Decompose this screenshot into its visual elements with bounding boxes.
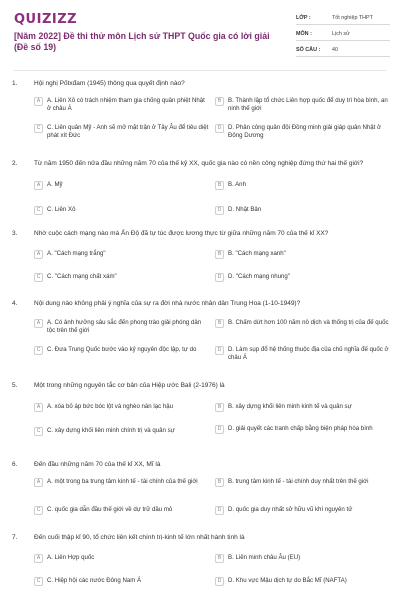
answer-option-b[interactable] [215, 319, 389, 328]
header [0, 0, 400, 64]
question-text: Một trong những nguyên tắc cơ bản của Hiệp ước Bali (2-1976) là [34, 382, 225, 389]
question-number: 3. [12, 230, 18, 237]
answer-option-b[interactable] [215, 403, 389, 412]
header-divider [14, 70, 386, 71]
question-number: 1. [12, 80, 18, 87]
question-number: 7. [12, 534, 18, 541]
option-text: B. xây dựng khối liên minh kinh tế và quân sự [228, 403, 352, 410]
info-row-count [296, 44, 390, 57]
question-number: 2. [12, 160, 18, 167]
option-text: D. giải quyết các tranh chấp bằng biện pháp hòa bình [228, 425, 373, 432]
question-number: 4. [12, 300, 18, 307]
option-text: D. "Cách mạng nhung" [228, 273, 290, 280]
option-text: A. xóa bỏ áp bức bóc lột và nghèo nàn lạc hậu [47, 403, 174, 410]
option-letter-box: D [215, 124, 224, 133]
option-letter-box: D [215, 206, 224, 215]
answer-option-a[interactable] [34, 403, 210, 412]
option-text: A. Có ảnh hưởng sâu sắc đến phong trào giải phóng dân tộc trên thế giới [47, 319, 202, 334]
option-text: D. Nhật Bản [228, 206, 262, 213]
answer-option-c[interactable] [34, 506, 210, 515]
answer-option-b[interactable] [215, 97, 389, 113]
info-value: Tốt nghiệp THPT [332, 15, 373, 21]
answer-option-c[interactable] [34, 346, 210, 355]
option-letter-box: A [34, 554, 43, 563]
option-text: C. xây dựng khối liên minh chính trị và quân sự [47, 427, 175, 434]
option-text: D. Phân công quân đội Đồng minh giải giáp quân Nhật ở Đông Dương [228, 124, 382, 139]
option-text: A. Liên Xô có trách nhiệm tham gia chống quân phiệt Nhật ở châu Á [47, 97, 205, 112]
answer-option-d[interactable] [215, 273, 389, 282]
answer-option-d[interactable] [215, 124, 389, 140]
option-letter-box: B [215, 250, 224, 259]
question-text: Đến đầu những năm 70 của thế kỉ XX, Mĩ là [34, 461, 161, 468]
option-text: B. Chấm dứt hơn 100 năm nô dịch và thống trị của đế quốc [228, 319, 389, 326]
option-letter-box: B [215, 181, 224, 190]
option-text: B. "Cách mạng xanh" [228, 250, 286, 257]
answer-option-d[interactable] [215, 506, 389, 515]
option-text: C. quốc gia dẫn đầu thế giới về dự trữ dầu mỏ [47, 506, 173, 513]
option-letter-box: B [215, 554, 224, 563]
option-letter-box: A [34, 181, 43, 190]
answer-option-a[interactable] [34, 250, 210, 259]
option-letter-box: C [34, 346, 43, 355]
answer-option-a[interactable] [34, 554, 210, 563]
option-letter-box: C [34, 124, 43, 133]
question-number: 5. [12, 382, 18, 389]
option-letter-box: C [34, 506, 43, 515]
answer-option-a[interactable] [34, 97, 210, 113]
option-text: A. "Cách mạng trắng" [47, 250, 106, 257]
option-text: C. Liên Xô [47, 206, 76, 213]
answer-option-d[interactable] [215, 425, 389, 434]
option-text: B. trung tâm kinh tế - tài chính duy nhất trên thế giới [228, 478, 369, 485]
option-text: A. Liên Hợp quốc [47, 554, 95, 561]
answer-option-b[interactable] [215, 554, 389, 563]
option-text: D. Khu vực Mậu dịch tự do Bắc Mĩ (NAFTA) [228, 577, 347, 584]
answer-option-c[interactable] [34, 427, 210, 436]
answer-option-b[interactable] [215, 181, 389, 190]
option-letter-box: D [215, 425, 224, 434]
question-text: Nhờ cuộc cách mạng nào mà Ấn Độ đã tự túc được lương thực từ giữa những năm 70 của thế kỉ XX? [34, 230, 329, 237]
info-row-subject [296, 28, 390, 41]
question-text: Hội nghị Pốtxđam (1945) thông qua quyết định nào? [34, 80, 185, 87]
option-text: B. Thành lập tổ chức Liên hợp quốc để duy trì hòa bình, an ninh thế giới [228, 97, 388, 112]
option-letter-box: A [34, 403, 43, 412]
option-letter-box: A [34, 319, 43, 328]
answer-option-c[interactable] [34, 124, 210, 140]
option-letter-box: A [34, 478, 43, 487]
option-letter-box: B [215, 403, 224, 412]
info-value: Lịch sử [332, 31, 350, 37]
answer-option-c[interactable] [34, 273, 210, 282]
info-label: SỐ CÂU : [296, 47, 321, 53]
answer-option-b[interactable] [215, 250, 389, 259]
answer-option-d[interactable] [215, 577, 389, 586]
question-text: Nội dung nào không phải ý nghĩa của sự ra đời nhà nước nhân dân Trung Hoa (1-10-1949)? [34, 300, 301, 307]
answer-option-d[interactable] [215, 206, 389, 215]
question-text: Đến cuối thập kỉ 90, tổ chức liên kết chính trị-kinh tế lớn nhất hành tinh là [34, 534, 245, 541]
answer-option-b[interactable] [215, 478, 389, 487]
option-text: B. Liên minh châu Âu (EU) [228, 554, 301, 561]
info-row-class [296, 12, 390, 25]
answer-option-a[interactable] [34, 181, 210, 190]
option-letter-box: A [34, 250, 43, 259]
option-text: C. "Cách mạng chất xám" [47, 273, 117, 280]
info-value: 40 [332, 47, 338, 53]
quiz-info-panel [296, 12, 390, 60]
option-text: A. một trong ba trung tâm kinh tế - tài chính của thế giới [47, 478, 198, 485]
option-letter-box: B [215, 478, 224, 487]
quiz-title: [Năm 2022] Đề thi thử môn Lịch sử THPT Quốc gia có lời giải (Đề số 19) [14, 31, 270, 52]
quizizz-logo[interactable]: QUIZIZZ [14, 12, 78, 27]
option-letter-box: D [215, 506, 224, 515]
question-number: 6. [12, 461, 18, 468]
answer-option-c[interactable] [34, 206, 210, 215]
option-text: C. Liên quân Mỹ - Anh sẽ mở mặt trận ở Tây Âu để tiêu diệt phát xít Đức [47, 124, 209, 139]
option-letter-box: D [215, 273, 224, 282]
option-letter-box: C [34, 273, 43, 282]
info-label: LỚP : [296, 15, 311, 21]
option-text: C. Đưa Trung Quốc bước vào kỷ nguyên độc lập, tự do [47, 346, 197, 353]
option-letter-box: B [215, 319, 224, 328]
info-label: MÔN : [296, 31, 312, 37]
option-text: D. Làm sụp đổ hệ thống thuộc địa của chủ nghĩa đế quốc ở châu Á [228, 346, 389, 361]
option-text: D. quốc gia duy nhất sở hữu vũ khí nguyên tử [228, 506, 353, 513]
option-text: B. Anh [228, 181, 246, 188]
option-letter-box: D [215, 577, 224, 586]
option-text: A. Mỹ [47, 181, 63, 188]
option-letter-box: B [215, 97, 224, 106]
option-text: C. Hiệp hội các nước Đông Nam Á [47, 577, 142, 584]
option-letter-box: D [215, 346, 224, 355]
option-letter-box: C [34, 577, 43, 586]
answer-option-a[interactable] [34, 478, 210, 487]
answer-option-d[interactable] [215, 346, 389, 362]
option-letter-box: C [34, 427, 43, 436]
option-letter-box: C [34, 206, 43, 215]
question-text: Từ năm 1950 đến nửa đầu những năm 70 của thế kỷ XX, quốc gia nào có nền công nghiệp đứng thứ hai thế giới? [34, 160, 364, 167]
answer-option-a[interactable] [34, 319, 210, 335]
option-letter-box: A [34, 97, 43, 106]
answer-option-c[interactable] [34, 577, 210, 586]
